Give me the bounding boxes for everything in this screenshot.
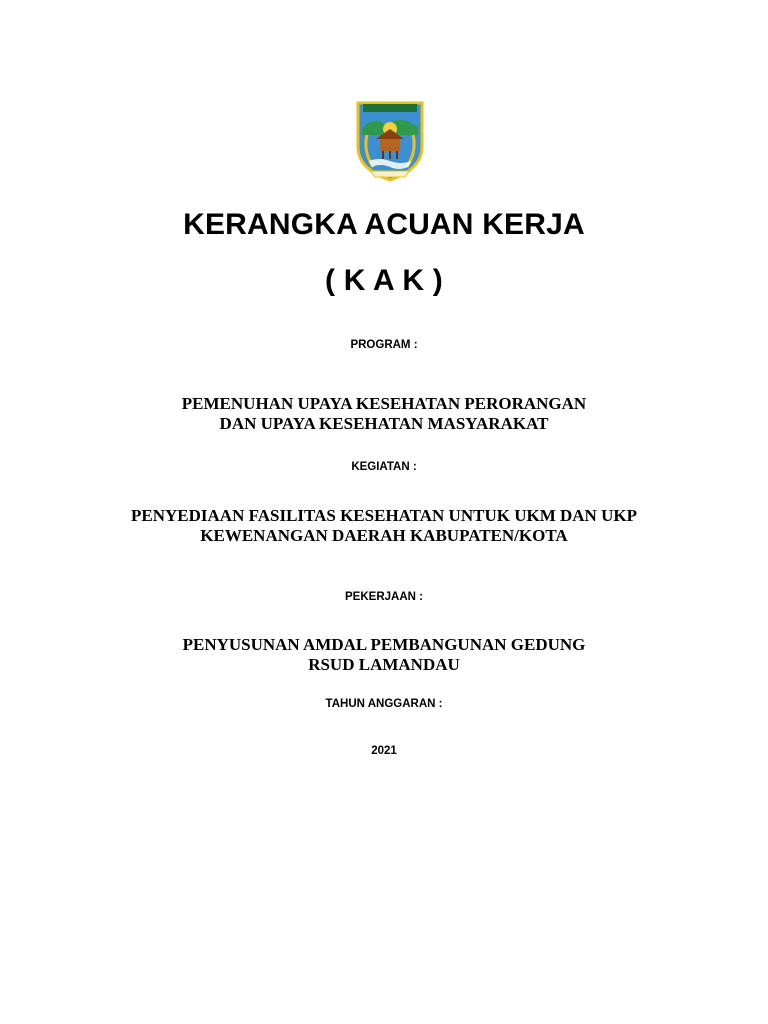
pekerjaan-line-2: RSUD LAMANDAU — [308, 655, 460, 674]
kegiatan-line-2: KEWENANGAN DAERAH KABUPATEN/KOTA — [200, 526, 568, 545]
pekerjaan-line-1: PENYUSUNAN AMDAL PEMBANGUNAN GEDUNG — [182, 635, 586, 654]
tahun-anggaran-value: 2021 — [371, 745, 397, 757]
kegiatan-label: KEGIATAN : — [351, 461, 417, 473]
program-line-1: PEMENUHAN UPAYA KESEHATAN PERORANGAN — [181, 394, 587, 413]
regency-emblem-icon — [353, 99, 427, 183]
pekerjaan-label: PEKERJAAN : — [345, 591, 423, 603]
tahun-anggaran-label: TAHUN ANGGARAN : — [325, 698, 443, 710]
kegiatan-line-1: PENYEDIAAN FASILITAS KESEHATAN UNTUK UKM DAN UKP — [131, 506, 637, 525]
document-title: KERANGKA ACUAN KERJA — [183, 208, 585, 241]
document-subtitle: ( K A K ) — [325, 264, 443, 297]
program-label: PROGRAM : — [350, 339, 418, 351]
program-line-2: DAN UPAYA KESEHATAN MASYARAKAT — [219, 414, 549, 433]
